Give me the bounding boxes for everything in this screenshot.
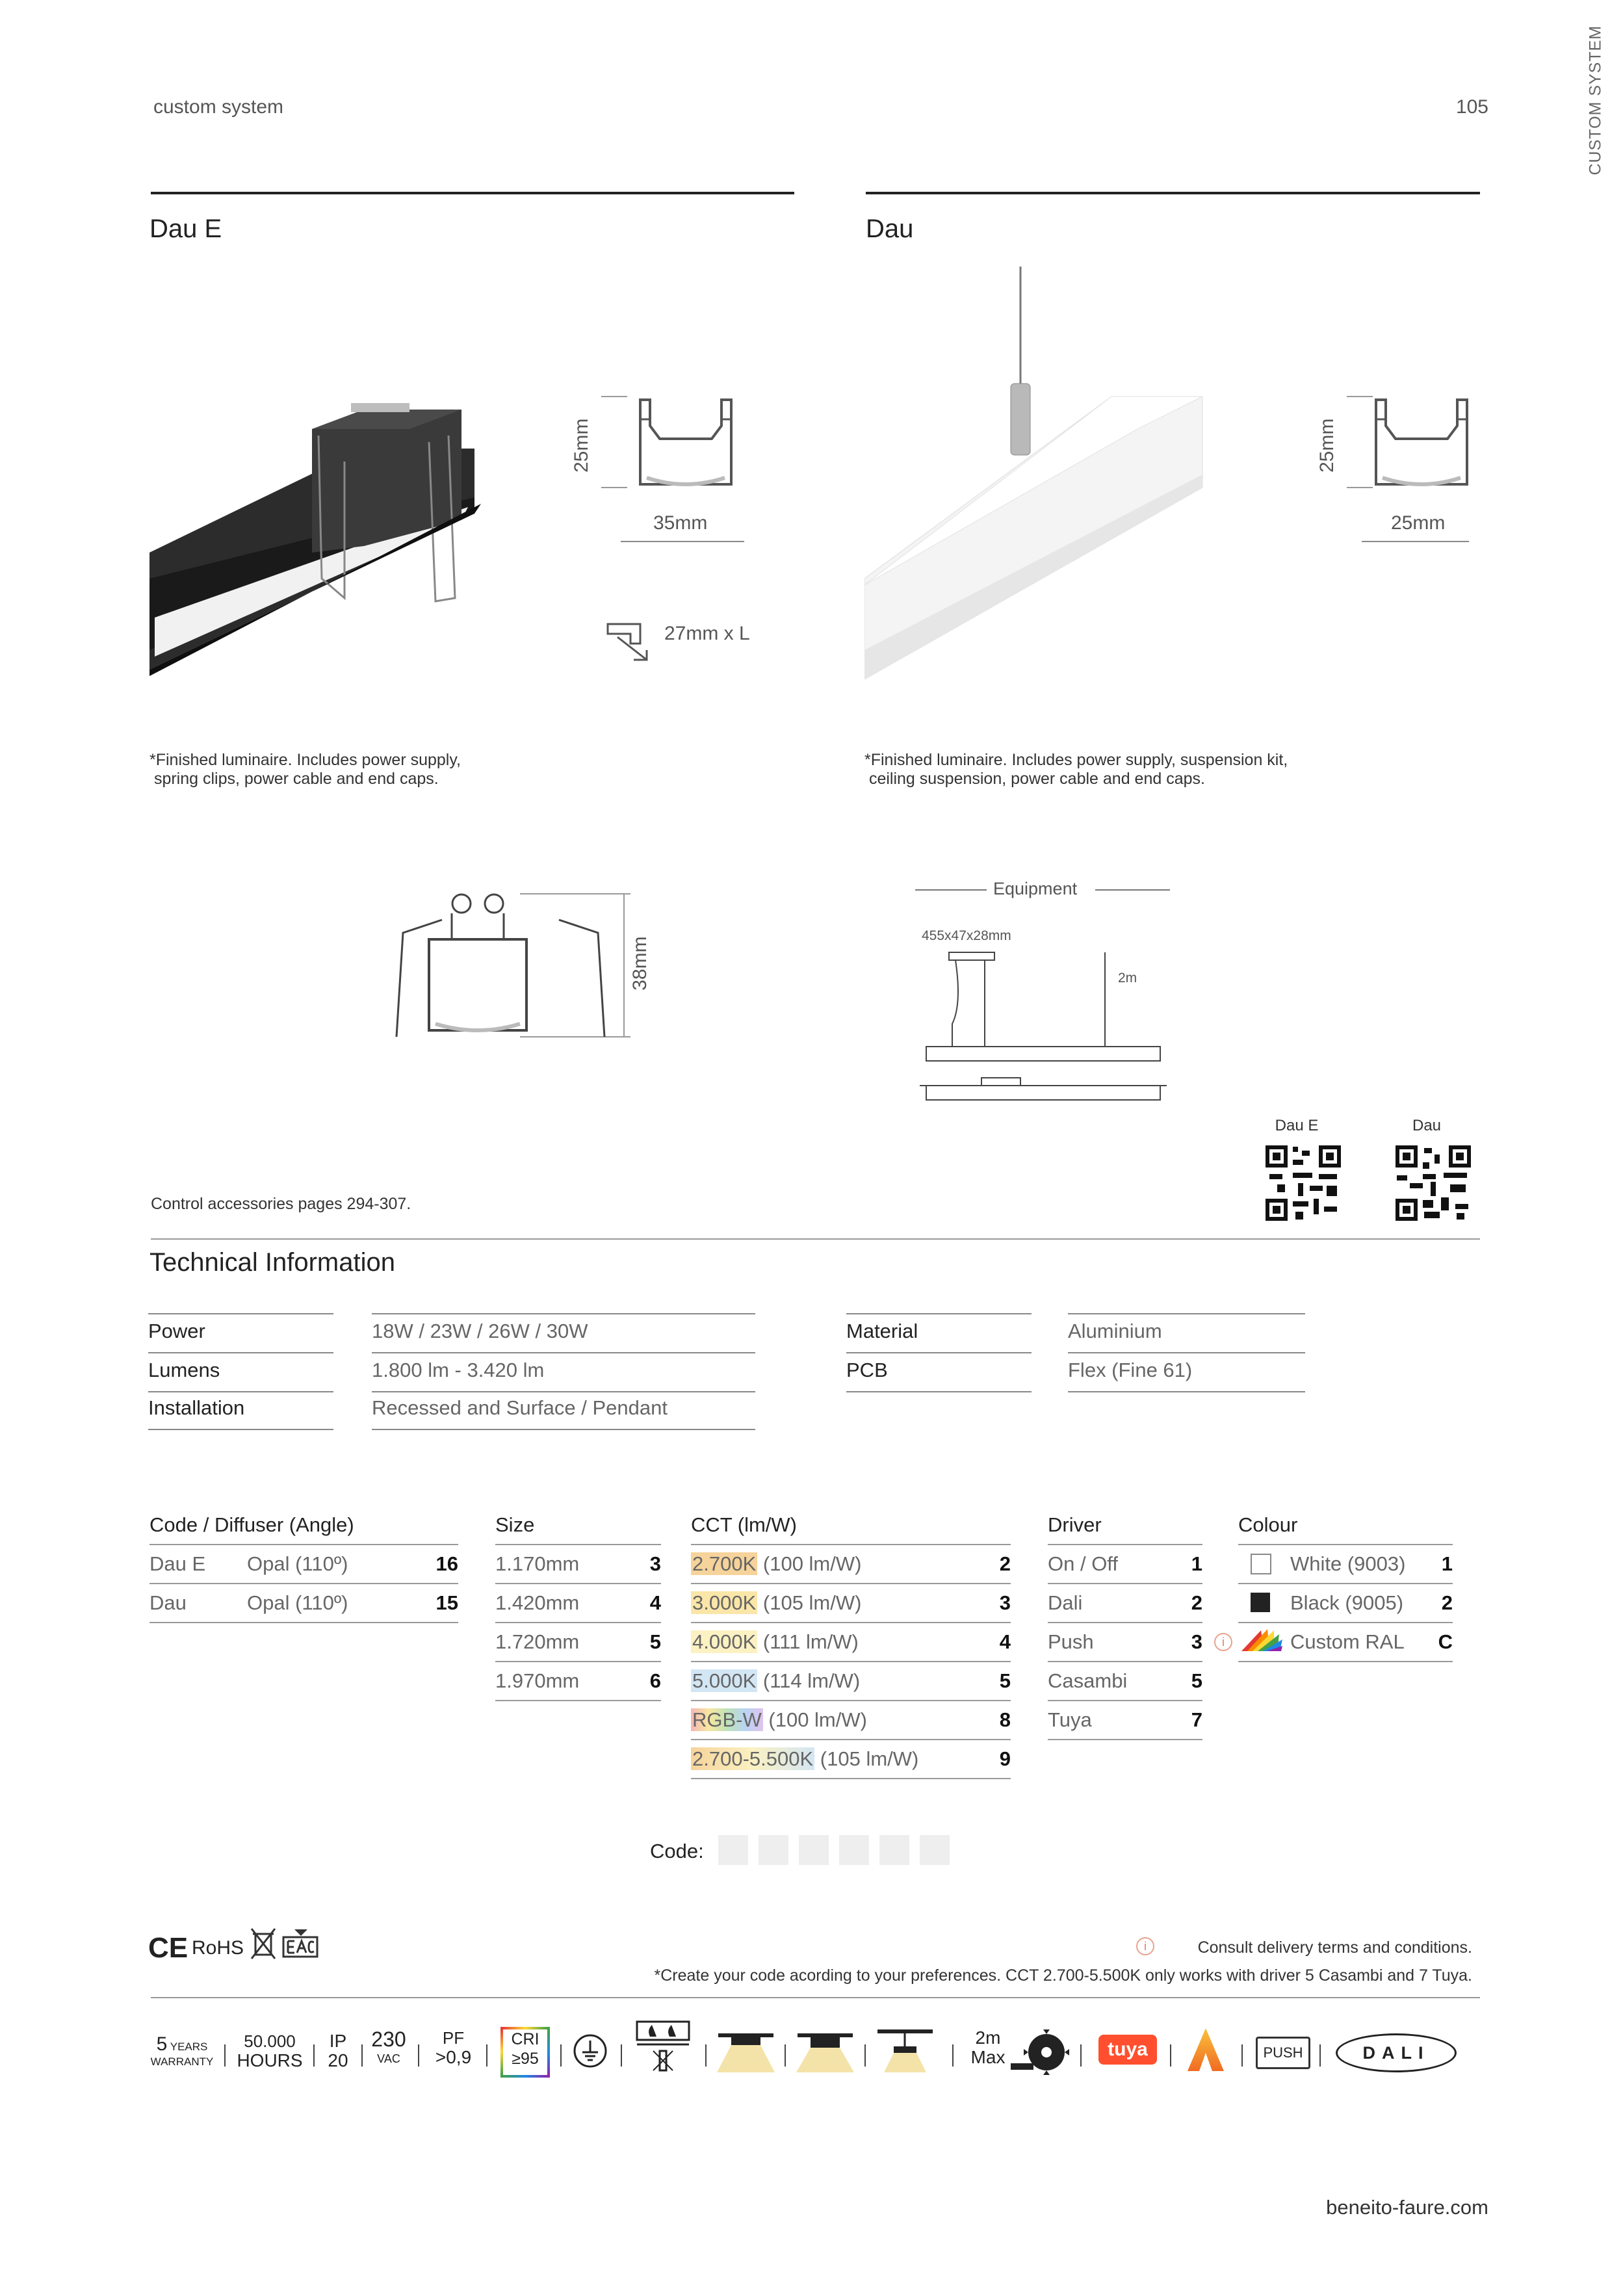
table-rule bbox=[1238, 1622, 1453, 1623]
qr-label-dau-e: Dau E bbox=[1275, 1117, 1319, 1134]
cut-to-size-saw-icon bbox=[1011, 2029, 1069, 2075]
tech-rule bbox=[148, 1352, 333, 1353]
accessories-note: Control accessories pages 294-307. bbox=[151, 1195, 411, 1213]
cct-code: 3 bbox=[999, 1591, 1011, 1614]
table-rule bbox=[691, 1622, 1011, 1623]
class-i-earth-icon bbox=[572, 2033, 608, 2069]
table-rule bbox=[691, 1544, 1011, 1545]
size-header: Size bbox=[495, 1513, 535, 1536]
warranty-unit: YEARS bbox=[170, 2041, 208, 2053]
warranty-badge bbox=[149, 2033, 214, 2068]
create-code-note: *Create your code acording to your preferences. CCT 2.700-5.500K only works with driver 5 Casambi and 7 Tuya. bbox=[654, 1966, 1472, 1985]
cct-code: 9 bbox=[999, 1747, 1011, 1770]
table-rule bbox=[149, 1544, 458, 1545]
rohs-mark: RoHS bbox=[192, 1937, 244, 1959]
tech-key-installation: Installation bbox=[148, 1396, 245, 1419]
driver-header: Driver bbox=[1048, 1513, 1102, 1536]
table-rule bbox=[1048, 1544, 1202, 1545]
colour-code: 1 bbox=[1441, 1552, 1453, 1575]
cri-badge bbox=[500, 2027, 550, 2078]
dau-e-profile-drawing bbox=[601, 393, 764, 491]
dau-width-line bbox=[1362, 541, 1469, 542]
table-rule bbox=[1048, 1583, 1202, 1584]
dau-e-product-image bbox=[149, 384, 481, 683]
code-slot[interactable] bbox=[718, 1835, 748, 1865]
diffuser-type: Opal (110º) bbox=[247, 1552, 348, 1575]
eac-mark-icon bbox=[281, 1928, 320, 1959]
cct-row bbox=[691, 1591, 861, 1615]
strip-separator bbox=[705, 2044, 707, 2067]
cct-row bbox=[691, 1669, 860, 1693]
colour-code: C bbox=[1438, 1630, 1453, 1653]
strip-separator bbox=[952, 2044, 954, 2067]
ip-value: 20 bbox=[328, 2050, 348, 2070]
table-rule bbox=[691, 1583, 1011, 1584]
strip-separator bbox=[486, 2044, 487, 2067]
equipment-line-right bbox=[1095, 889, 1170, 891]
ip-badge bbox=[322, 2031, 354, 2070]
diffuser-model: Dau bbox=[149, 1591, 187, 1614]
cct-temp: 2.700-5.500K bbox=[692, 1747, 814, 1770]
cct-header: CCT (lm/W) bbox=[691, 1513, 797, 1536]
table-rule bbox=[495, 1544, 661, 1545]
dau-width-dim: 25mm bbox=[1391, 512, 1446, 534]
cct-efficacy: (111 lm/W) bbox=[762, 1630, 859, 1653]
diffuser-code: 15 bbox=[435, 1591, 458, 1614]
tech-key-power: Power bbox=[148, 1320, 205, 1342]
size-code: 3 bbox=[649, 1552, 661, 1575]
fire-safety-icon bbox=[634, 2018, 692, 2077]
website-link[interactable]: beneito-faure.com bbox=[1326, 2196, 1488, 2219]
tech-value-installation: Recessed and Surface / Pendant bbox=[372, 1396, 668, 1419]
cct-efficacy: (105 lm/W) bbox=[762, 1591, 862, 1614]
product-rule-left bbox=[151, 192, 794, 194]
equipment-line-left bbox=[915, 889, 987, 891]
colour-label: White (9003) bbox=[1290, 1552, 1406, 1575]
dau-note: *Finished luminaire. Includes power supply, suspension kit, ceiling suspension, power cable and end caps. bbox=[864, 751, 1288, 788]
driver-label: Casambi bbox=[1048, 1669, 1128, 1692]
info-icon[interactable]: i bbox=[1214, 1633, 1232, 1651]
dau-height-dim: 25mm bbox=[1316, 418, 1338, 473]
dau-product-image bbox=[864, 260, 1228, 689]
table-rule bbox=[691, 1661, 1011, 1662]
driver-code: 2 bbox=[1191, 1591, 1202, 1614]
ip-label: IP bbox=[329, 2031, 347, 2051]
table-rule bbox=[1048, 1700, 1202, 1701]
size-label: 1.970mm bbox=[495, 1669, 580, 1692]
ral-fan-icon bbox=[1238, 1625, 1284, 1654]
size-code: 4 bbox=[649, 1591, 661, 1614]
recessed-section-drawing bbox=[390, 887, 650, 1047]
ce-mark-icon: CE bbox=[148, 1932, 188, 1964]
driver-label: On / Off bbox=[1048, 1552, 1118, 1575]
table-rule bbox=[495, 1700, 661, 1701]
table-rule bbox=[1238, 1661, 1453, 1662]
code-slot[interactable] bbox=[759, 1835, 788, 1865]
driver-label: Push bbox=[1048, 1630, 1094, 1653]
cct-row bbox=[691, 1747, 918, 1771]
strip-separator bbox=[1319, 2044, 1321, 2067]
driver-code: 5 bbox=[1191, 1669, 1202, 1692]
size-code: 5 bbox=[649, 1630, 661, 1653]
recessed-mount-icon bbox=[715, 2033, 777, 2074]
warranty-years: 5 bbox=[156, 2033, 168, 2055]
colour-header: Colour bbox=[1238, 1513, 1298, 1536]
cct-row bbox=[691, 1552, 861, 1576]
strip-separator bbox=[361, 2044, 363, 2067]
cct-code: 5 bbox=[999, 1669, 1011, 1692]
tech-key-lumens: Lumens bbox=[148, 1359, 220, 1381]
product-title-dau-e: Dau E bbox=[149, 215, 222, 243]
table-rule bbox=[1048, 1622, 1202, 1623]
warranty-label: WARRANTY bbox=[150, 2055, 214, 2068]
voltage-unit: VAC bbox=[377, 2052, 400, 2065]
cct-code: 2 bbox=[999, 1552, 1011, 1575]
pf-badge bbox=[429, 2028, 478, 2067]
pf-value: >0,9 bbox=[435, 2047, 472, 2067]
dau-e-note: *Finished luminaire. Includes power supply, spring clips, power cable and end caps. bbox=[149, 751, 461, 788]
qr-code-dau[interactable] bbox=[1394, 1144, 1472, 1222]
cct-efficacy: (105 lm/W) bbox=[820, 1747, 919, 1770]
strip-separator bbox=[1080, 2044, 1082, 2067]
table-rule bbox=[1048, 1739, 1202, 1740]
driver-label: Tuya bbox=[1048, 1708, 1092, 1731]
tech-rule bbox=[148, 1313, 333, 1314]
product-title-dau: Dau bbox=[866, 215, 914, 243]
table-rule bbox=[691, 1739, 1011, 1740]
dau-e-width-dim: 35mm bbox=[653, 512, 708, 534]
table-rule bbox=[149, 1583, 458, 1584]
technical-title: Technical Information bbox=[149, 1248, 395, 1277]
colour-code: 2 bbox=[1441, 1591, 1453, 1614]
colour-label: Custom RAL bbox=[1290, 1630, 1405, 1653]
footer-rule bbox=[151, 1997, 1480, 1998]
code-slot[interactable] bbox=[879, 1835, 909, 1865]
tech-rule bbox=[1068, 1352, 1305, 1353]
tech-value-pcb: Flex (Fine 61) bbox=[1068, 1359, 1193, 1381]
driver-code: 3 bbox=[1191, 1630, 1202, 1653]
colour-label: Black (9005) bbox=[1290, 1591, 1404, 1614]
tech-rule bbox=[148, 1391, 333, 1392]
table-rule bbox=[495, 1661, 661, 1662]
equipment-drawing bbox=[916, 946, 1176, 1108]
tech-rule bbox=[846, 1391, 1032, 1392]
dau-e-cutout-dim: 27mm x L bbox=[664, 623, 750, 644]
code-label: Code: bbox=[650, 1840, 704, 1862]
size-code: 6 bbox=[649, 1669, 661, 1692]
product-rule-right bbox=[866, 192, 1480, 194]
diffuser-type: Opal (110º) bbox=[247, 1591, 348, 1614]
white-swatch bbox=[1251, 1554, 1271, 1574]
strip-separator bbox=[1170, 2044, 1171, 2067]
tech-rule bbox=[148, 1429, 333, 1430]
section-label: custom system bbox=[153, 96, 284, 118]
tech-value-lumens: 1.800 lm - 3.420 lm bbox=[372, 1359, 545, 1381]
cct-temp: 5.000K bbox=[692, 1669, 757, 1692]
driver-code: 7 bbox=[1191, 1708, 1202, 1731]
equipment-canopy-dim: 455x47x28mm bbox=[922, 928, 1011, 943]
dau-profile-drawing bbox=[1347, 393, 1477, 491]
cct-efficacy: (100 lm/W) bbox=[762, 1552, 862, 1575]
cri-label: CRI bbox=[511, 2030, 539, 2048]
tech-rule bbox=[1068, 1313, 1305, 1314]
hours-badge bbox=[234, 2031, 305, 2070]
side-label: CUSTOM SYSTEM bbox=[1586, 25, 1605, 176]
size-label: 1.420mm bbox=[495, 1591, 580, 1614]
tech-value-material: Aluminium bbox=[1068, 1320, 1162, 1342]
tech-rule bbox=[372, 1352, 755, 1353]
cct-temp: 4.000K bbox=[692, 1630, 757, 1653]
tuya-logo: tuya bbox=[1098, 2035, 1157, 2065]
delivery-info-icon: i bbox=[1136, 1937, 1154, 1955]
page-number: 105 bbox=[1455, 96, 1488, 118]
section-height-dim: 38mm bbox=[629, 936, 651, 991]
casambi-logo-icon bbox=[1186, 2027, 1225, 2072]
cct-efficacy: (114 lm/W) bbox=[762, 1669, 861, 1692]
pendant-mount-icon bbox=[874, 2029, 936, 2074]
cct-row bbox=[691, 1708, 867, 1732]
cct-code: 4 bbox=[999, 1630, 1011, 1653]
dau-e-width-line bbox=[621, 541, 744, 542]
table-rule bbox=[495, 1622, 661, 1623]
strip-separator bbox=[313, 2044, 315, 2067]
hours-value: 50.000 bbox=[244, 2031, 296, 2051]
table-rule bbox=[1238, 1583, 1453, 1584]
strip-separator bbox=[864, 2044, 866, 2067]
strip-separator bbox=[560, 2044, 562, 2067]
tech-rule bbox=[846, 1313, 1032, 1314]
dau-e-height-dim: 25mm bbox=[571, 418, 592, 473]
tech-value-power: 18W / 23W / 26W / 30W bbox=[372, 1320, 588, 1342]
qr-code-dau-e[interactable] bbox=[1264, 1144, 1342, 1222]
diffuser-header: Code / Diffuser (Angle) bbox=[149, 1513, 354, 1536]
surface-mount-icon bbox=[794, 2033, 856, 2074]
table-rule bbox=[1238, 1544, 1453, 1545]
size-label: 1.720mm bbox=[495, 1630, 580, 1653]
tech-rule bbox=[846, 1352, 1032, 1353]
black-swatch bbox=[1251, 1593, 1270, 1612]
table-rule bbox=[691, 1778, 1011, 1779]
size-label: 1.170mm bbox=[495, 1552, 580, 1575]
cct-row bbox=[691, 1630, 859, 1654]
strip-separator bbox=[1241, 2044, 1243, 2067]
tech-rule bbox=[372, 1429, 755, 1430]
cable-max: Max bbox=[970, 2047, 1006, 2067]
driver-label: Dali bbox=[1048, 1591, 1083, 1614]
voltage-value: 230 bbox=[371, 2028, 406, 2051]
code-slot[interactable] bbox=[839, 1835, 869, 1865]
diffuser-code: 16 bbox=[435, 1552, 458, 1575]
strip-separator bbox=[785, 2044, 786, 2067]
strip-separator bbox=[224, 2044, 226, 2067]
strip-separator bbox=[418, 2044, 419, 2067]
cct-code: 8 bbox=[999, 1708, 1011, 1731]
technical-rule bbox=[151, 1238, 1480, 1240]
table-rule bbox=[1048, 1661, 1202, 1662]
table-rule bbox=[495, 1583, 661, 1584]
tech-rule bbox=[372, 1391, 755, 1392]
code-slot[interactable] bbox=[799, 1835, 829, 1865]
tech-rule bbox=[372, 1313, 755, 1314]
cct-efficacy: (100 lm/W) bbox=[768, 1708, 867, 1731]
voltage-badge bbox=[369, 2029, 408, 2068]
cct-temp: 3.000K bbox=[692, 1591, 757, 1614]
dali-logo: DALI bbox=[1336, 2033, 1457, 2072]
hours-label: HOURS bbox=[237, 2050, 303, 2070]
cable-length-badge bbox=[968, 2028, 1007, 2067]
qr-label-dau: Dau bbox=[1412, 1117, 1442, 1134]
equipment-cable-dim: 2m bbox=[1118, 971, 1137, 985]
table-rule bbox=[149, 1622, 458, 1623]
tech-key-pcb: PCB bbox=[846, 1359, 888, 1381]
code-slot[interactable] bbox=[920, 1835, 950, 1865]
equipment-title: Equipment bbox=[993, 879, 1078, 898]
push-badge: PUSH bbox=[1256, 2037, 1310, 2069]
driver-code: 1 bbox=[1191, 1552, 1202, 1575]
delivery-note: Consult delivery terms and conditions. bbox=[1197, 1938, 1472, 1957]
tech-rule bbox=[1068, 1391, 1305, 1392]
cri-value: ≥95 bbox=[512, 2050, 539, 2068]
cutout-icon bbox=[604, 621, 656, 666]
table-rule bbox=[691, 1700, 1011, 1701]
strip-separator bbox=[621, 2044, 622, 2067]
cct-temp: 2.700K bbox=[692, 1552, 757, 1575]
pf-label: PF bbox=[442, 2028, 465, 2048]
cable-length: 2m bbox=[975, 2028, 1001, 2048]
tech-key-material: Material bbox=[846, 1320, 918, 1342]
weee-bin-icon bbox=[250, 1927, 276, 1961]
cct-temp: RGB-W bbox=[692, 1708, 762, 1731]
diffuser-model: Dau E bbox=[149, 1552, 206, 1575]
